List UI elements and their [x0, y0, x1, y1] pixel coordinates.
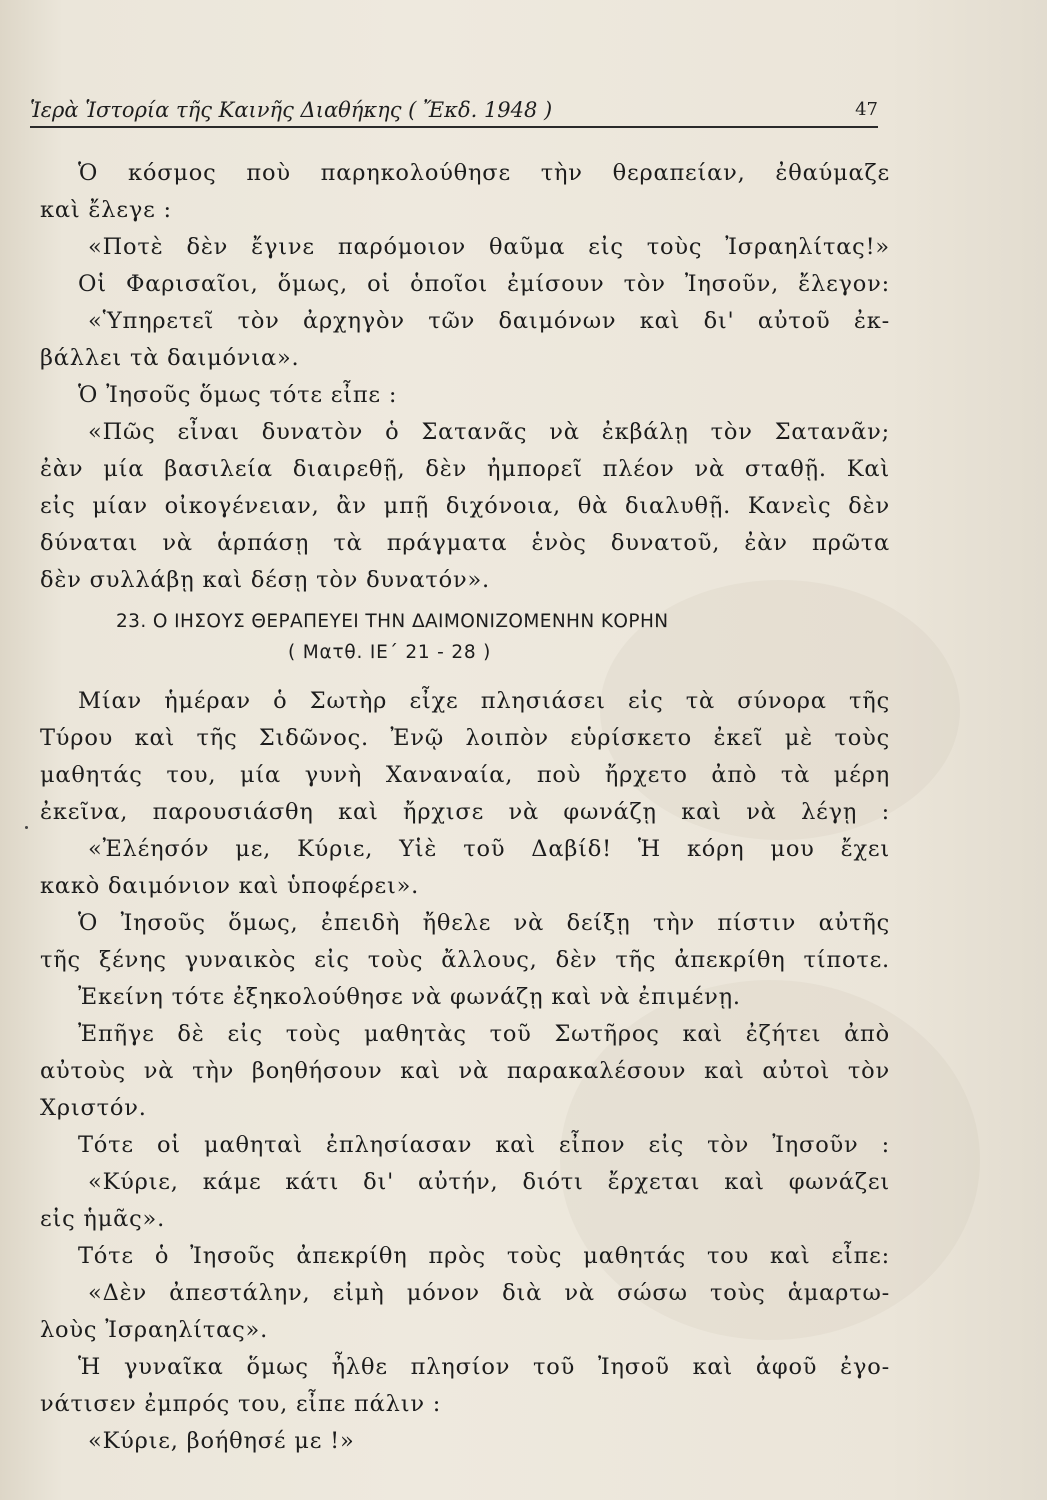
text-line: Τότε οἱ μαθηταὶ ἐπλησίασαν καὶ εἶπον εἰς τὸν Ἰησοῦν :	[78, 1132, 890, 1158]
text-line: «Πῶς εἶναι δυνατὸν ὁ Σατανᾶς νὰ ἐκβάλῃ τὸν Σατανᾶν;	[88, 419, 890, 445]
text-line: Τότε ὁ Ἰησοῦς ἀπεκρίθη πρὸς τοὺς μαθητάς του καὶ εἶπε:	[78, 1243, 890, 1269]
page-number: 47	[855, 99, 878, 120]
text-line: νάτισεν ἐμπρός του, εἶπε πάλιν :	[40, 1391, 442, 1417]
text-line: μαθητάς του, μία γυνὴ Χαναναία, ποὺ ἤρχετο ἀπὸ τὰ μέρη	[40, 762, 890, 788]
text-line: Χριστόν.	[40, 1095, 147, 1121]
text-line: εἰς ἡμᾶς».	[40, 1206, 166, 1232]
section-heading: 23. Ο ΙΗΣΟΥΣ ΘΕΡΑΠΕΥΕΙ ΤΗΝ ΔΑΙΜΟΝΙΖΟΜΕΝΗΝ ΚΟΡΗΝ	[116, 611, 669, 632]
text-line: εἰς μίαν οἰκογένειαν, ἂν μπῇ διχόνοια, θὰ διαλυθῇ. Κανεὶς δὲν	[40, 493, 890, 519]
text-line: λοὺς Ἰσραηλίτας».	[40, 1317, 269, 1343]
text-line: «Δὲν ἀπεστάλην, εἰμὴ μόνον διὰ νὰ σώσω τοὺς ἁμαρτω-	[88, 1280, 890, 1306]
text-line: κακὸ δαιμόνιον καὶ ὑποφέρει».	[40, 873, 420, 899]
text-line: Ὁ Ἰησοῦς ὅμως, ἐπειδὴ ἤθελε νὰ δείξῃ τὴν πίστιν αὐτῆς	[78, 910, 890, 936]
text-line: Ἡ γυναῖκα ὅμως ἦλθε πλησίον τοῦ Ἰησοῦ καὶ ἀφοῦ ἐγο-	[78, 1354, 890, 1380]
text-line: «Ποτὲ δὲν ἔγινε παρόμοιον θαῦμα εἰς τοὺς Ἰσραηλίτας!»	[88, 234, 890, 260]
body-text	[40, 155, 890, 1460]
section-reference: ( Ματθ. ΙΕ΄ 21 - 28 )	[288, 642, 492, 663]
text-line: καὶ ἔλεγε :	[40, 197, 172, 223]
margin-dot	[25, 826, 28, 829]
text-line: «Ἐλέησόν με, Κύριε, Υἱὲ τοῦ Δαβίδ! Ἡ κόρη μου ἔχει	[88, 836, 890, 862]
text-line: Τύρου καὶ τῆς Σιδῶνος. Ἐνῷ λοιπὸν εὑρίσκετο ἐκεῖ μὲ τοὺς	[40, 725, 890, 751]
text-line: ἐὰν μία βασιλεία διαιρεθῇ, δὲν ἠμπορεῖ πλέον νὰ σταθῇ. Καὶ	[40, 456, 890, 482]
text-line: «Κύριε, κάμε κάτι δι' αὐτήν, διότι ἔρχεται καὶ φωνάζει	[88, 1169, 890, 1195]
text-line: Οἱ Φαρισαῖοι, ὅμως, οἱ ὁποῖοι ἐμίσουν τὸν Ἰησοῦν, ἔλεγον:	[78, 271, 890, 297]
text-line: αὐτοὺς νὰ τὴν βοηθήσουν καὶ νὰ παρακαλέσουν καὶ αὐτοὶ τὸν	[40, 1058, 890, 1084]
page-header	[30, 86, 878, 128]
text-line: Ἐπῆγε δὲ εἰς τοὺς μαθητὰς τοῦ Σωτῆρος καὶ ἐζήτει ἀπὸ	[78, 1021, 890, 1047]
text-line: δὲν συλλάβῃ καὶ δέσῃ τὸν δυνατόν».	[40, 567, 490, 593]
text-line: τῆς ξένης γυναικὸς εἰς τοὺς ἄλλους, δὲν τῆς ἀπεκρίθη τίποτε.	[40, 947, 890, 973]
text-line: Ὁ κόσμος ποὺ παρηκολούθησε τὴν θεραπείαν, ἐθαύμαζε	[78, 160, 890, 186]
text-line: «Ὑπηρετεῖ τὸν ἀρχηγὸν τῶν δαιμόνων καὶ δι' αὐτοῦ ἐκ-	[88, 308, 890, 334]
text-line: «Κύριε, βοήθησέ με !»	[88, 1428, 355, 1454]
text-line: βάλλει τὰ δαιμόνια».	[40, 345, 300, 371]
text-line: Ἐκείνη τότε ἐξηκολούθησε νὰ φωνάζῃ καὶ νὰ ἐπιμένῃ.	[78, 984, 741, 1010]
text-line: ἐκεῖνα, παρουσιάσθη καὶ ἤρχισε νὰ φωνάζῃ καὶ νὰ λέγῃ :	[40, 799, 890, 825]
text-line: δύναται νὰ ἁρπάσῃ τὰ πράγματα ἑνὸς δυνατοῦ, ἐὰν πρῶτα	[40, 530, 890, 556]
running-title: Ἱερὰ Ἱστορία τῆς Καινῆς Διαθήκης ( Ἔκδ. 1948 )	[30, 98, 553, 122]
text-line: Ὁ Ἰησοῦς ὅμως τότε εἶπε :	[78, 382, 398, 408]
text-line: Μίαν ἡμέραν ὁ Σωτὴρ εἶχε πλησιάσει εἰς τὰ σύνορα τῆς	[78, 688, 890, 714]
